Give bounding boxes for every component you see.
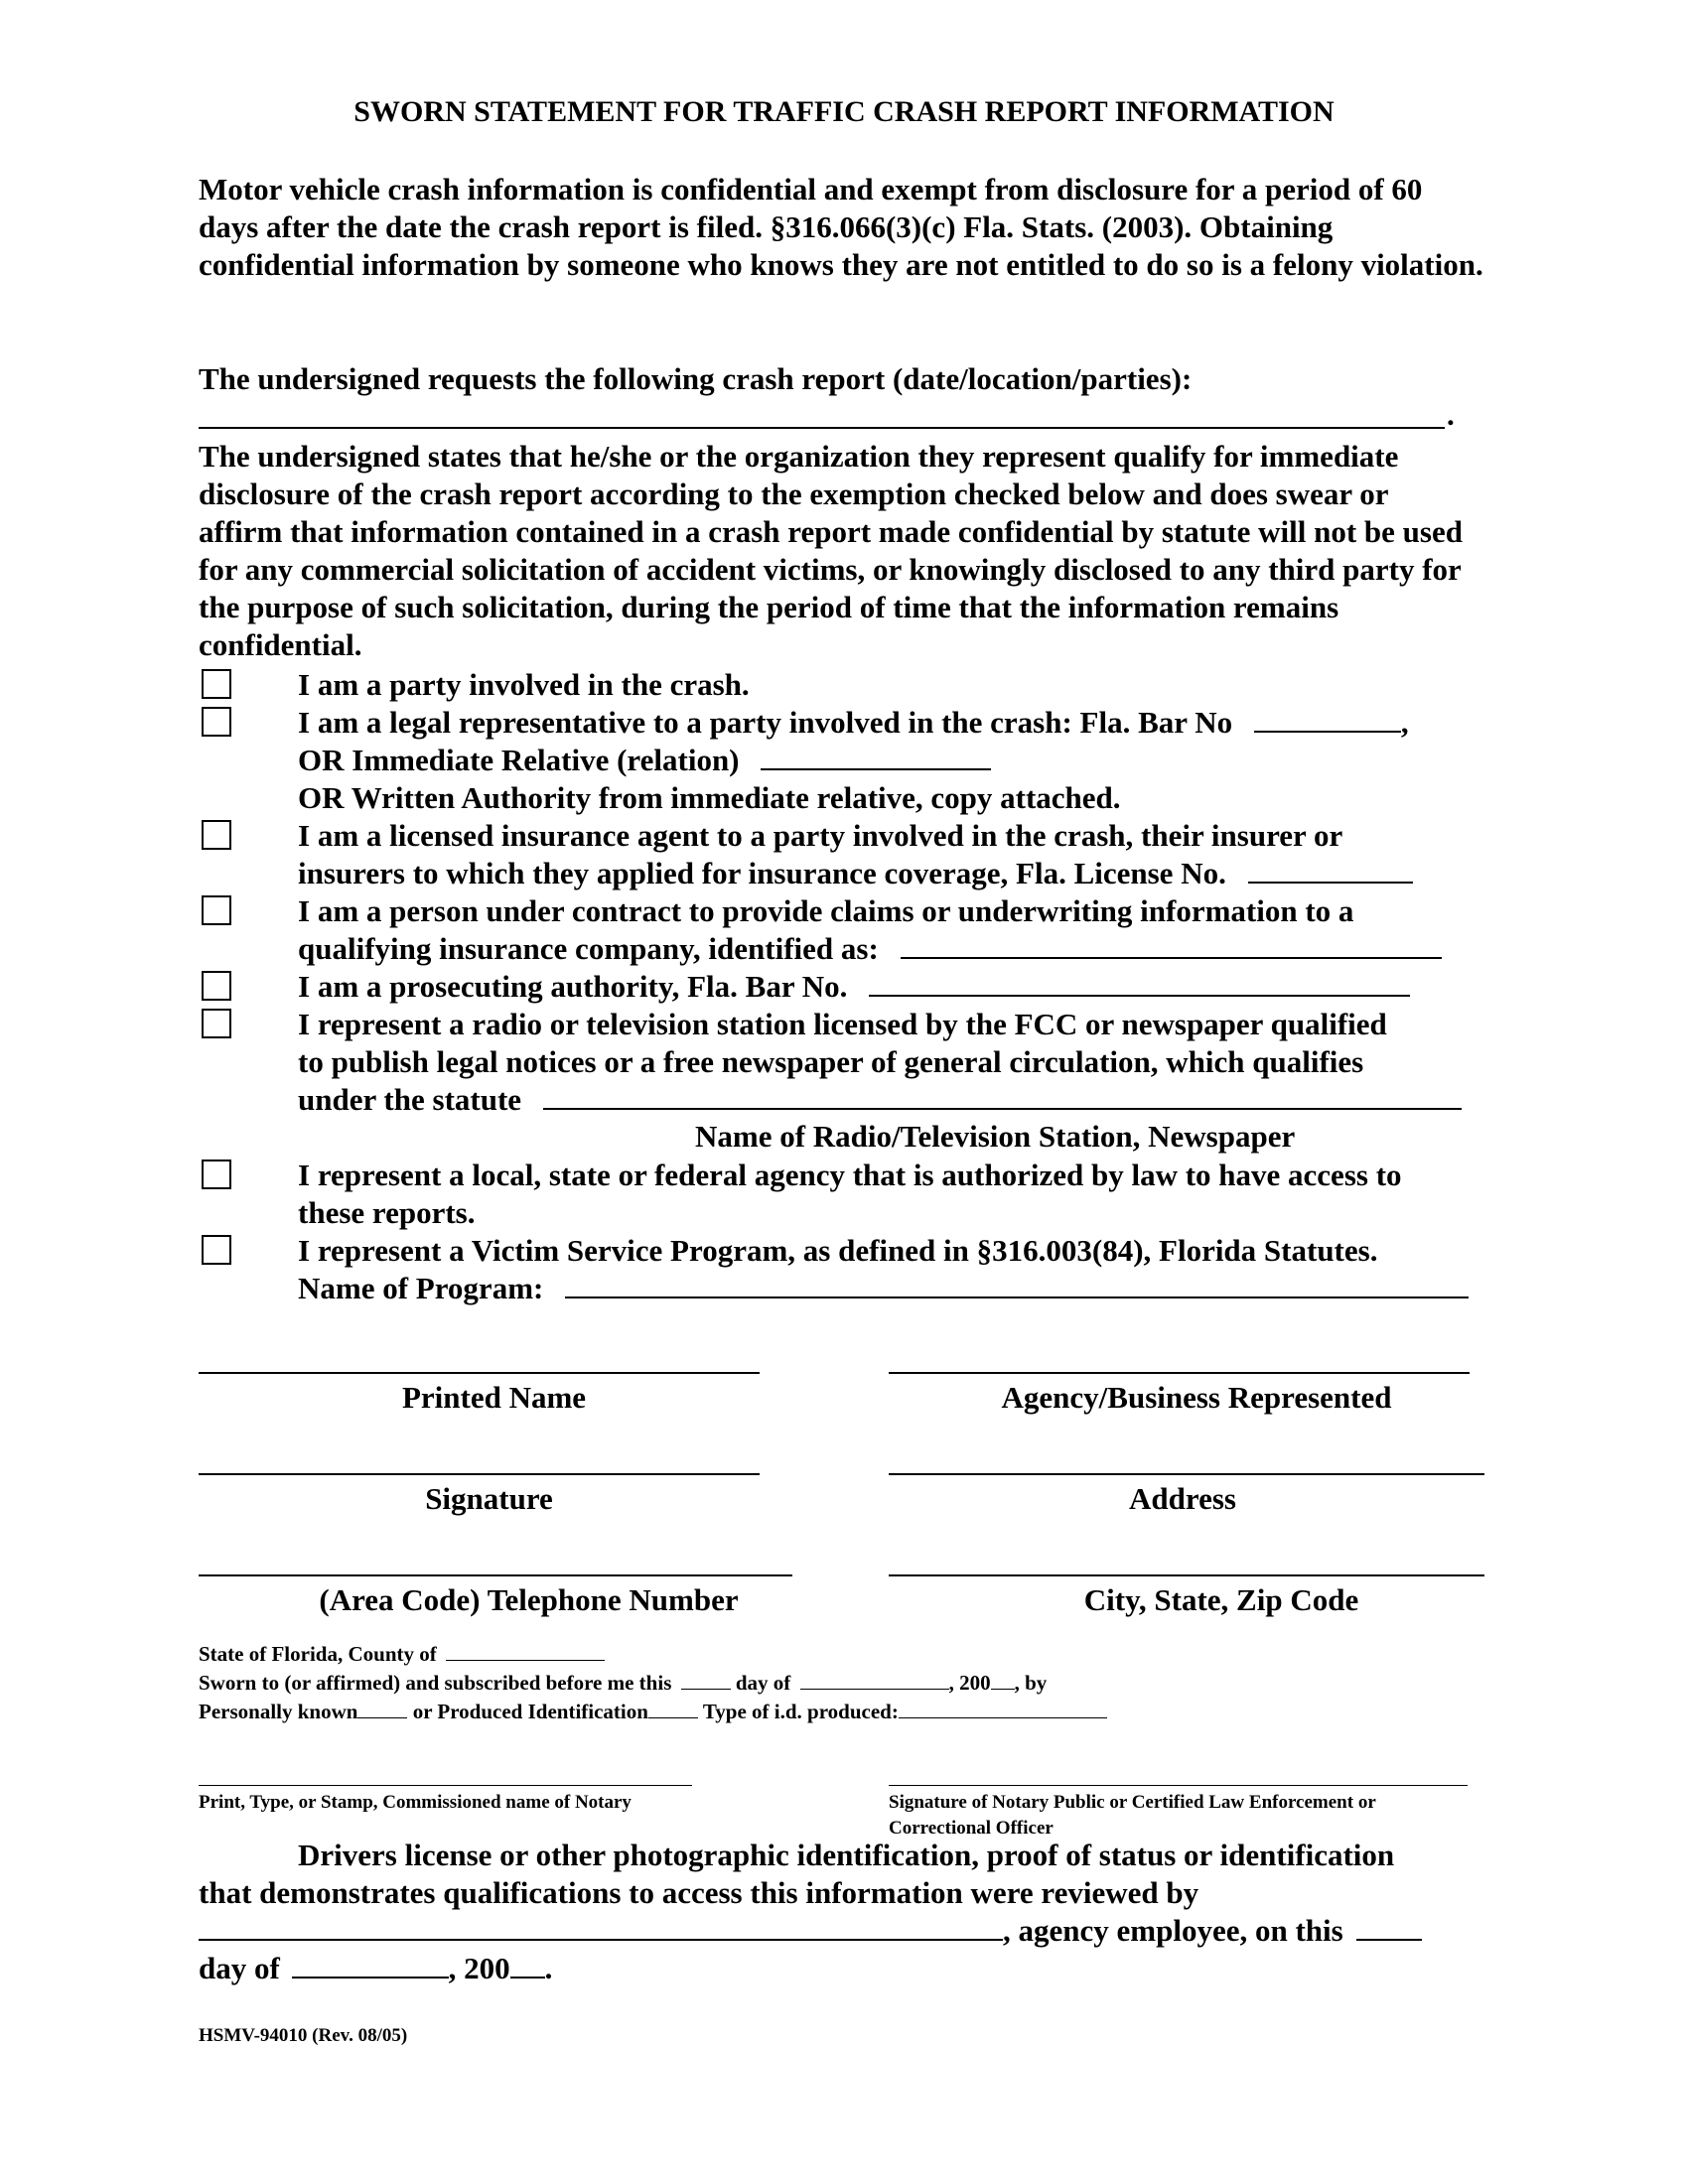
notary-state-text: State of Florida, County of (199, 1642, 437, 1666)
form-number: HSMV-94010 (Rev. 08/05) (199, 2025, 408, 2046)
signature-label: Signature (425, 1481, 553, 1516)
sworn-by-text: , by (1014, 1671, 1048, 1695)
option-agency-line2: these reports. (298, 1195, 476, 1230)
fla-bar-no-field[interactable] (1254, 707, 1401, 733)
option-legal-line1 (298, 704, 1409, 742)
prosecuting-bar-field[interactable] (869, 971, 1410, 997)
option-media-line1: I represent a radio or television station licensed by the FCC or newspaper qualified (298, 1007, 1387, 1041)
telephone-label: (Area Code) Telephone Number (319, 1582, 739, 1617)
checkbox-media[interactable] (202, 1009, 231, 1038)
notary-county-line (199, 1640, 605, 1669)
option-legal-line3: OR Written Authority from immediate relative, copy attached. (298, 780, 1121, 815)
sworn-year-prefix: , 200 (948, 1671, 991, 1695)
station-name-field[interactable] (543, 1084, 1462, 1110)
under-statute-text: under the statute (298, 1082, 522, 1117)
insurance-company-field[interactable] (901, 933, 1442, 959)
signature-line[interactable] (199, 1473, 760, 1475)
review-year-prefix: , 200 (448, 1951, 510, 1985)
legal-comma: , (1400, 705, 1409, 740)
option-insurance-line2 (298, 855, 1413, 892)
program-name-text: Name of Program: (298, 1271, 544, 1305)
review-line1: Drivers license or other photographic identification, proof of status or identification (298, 1838, 1395, 1872)
request-period: . (1447, 397, 1455, 432)
option-contract-line2 (298, 930, 1442, 968)
id-type-text: Type of i.d. produced: (702, 1700, 899, 1723)
sworn-day-of-text: day of (735, 1671, 791, 1695)
review-day-field[interactable] (1356, 1915, 1422, 1941)
option-victim-line2 (298, 1270, 1469, 1307)
review-period: . (544, 1951, 553, 1985)
option-contract-line1: I am a person under contract to provide claims or underwriting information to a (298, 893, 1354, 928)
agency-employee-text: , agency employee, on this (1003, 1913, 1343, 1948)
review-year-field[interactable] (510, 1953, 545, 1979)
request-input-line[interactable] (199, 427, 1445, 429)
relative-text: OR Immediate Relative (relation) (298, 743, 740, 777)
statement-paragraph: The undersigned states that he/she or the organization they represent qualify for immediate disclosure of the crash report according to the exemption checked below and does swear or affirm that information contained in a crash report made confidential by statute will not be used for any commercial solicitation of accident victims, or knowingly disclosed to any third party for the purpose of such solicitation, during the period of time that the information remains confidential. (199, 439, 1463, 662)
option-media-line3 (298, 1081, 1462, 1119)
checkbox-victim-service[interactable] (202, 1235, 231, 1265)
option-insurance-line1: I am a licensed insurance agent to a party involved in the crash, their insurer or (298, 818, 1343, 853)
checkbox-agency[interactable] (202, 1160, 231, 1189)
sworn-month-field[interactable] (800, 1671, 949, 1690)
program-name-field[interactable] (565, 1273, 1469, 1298)
city-line[interactable] (889, 1574, 1484, 1576)
sworn-year-field[interactable] (991, 1671, 1015, 1690)
relation-field[interactable] (761, 745, 991, 770)
agency-employee-field[interactable] (199, 1915, 1003, 1941)
checkbox-insurance-agent[interactable] (202, 820, 231, 850)
page-title: SWORN STATEMENT FOR TRAFFIC CRASH REPORT INFORMATION (353, 95, 1335, 128)
agency-label: Agency/Business Represented (1001, 1380, 1392, 1415)
printed-name-label: Printed Name (401, 1380, 587, 1415)
sworn-text: Sworn to (or affirmed) and subscribed before me this (199, 1671, 672, 1695)
option-media-line2: to publish legal notices or a free newspaper of general circulation, which qualifies (298, 1044, 1364, 1079)
option-prosecuting (298, 968, 1410, 1006)
personally-known-text: Personally known (199, 1700, 358, 1723)
sworn-day-field[interactable] (681, 1671, 731, 1690)
address-label: Address (1129, 1481, 1236, 1516)
notary-sworn-line (199, 1669, 1047, 1698)
address-line[interactable] (889, 1473, 1484, 1475)
option-party-text: I am a party involved in the crash. (298, 667, 750, 702)
contract-identified-text: qualifying insurance company, identified as: (298, 931, 879, 966)
option-victim-line1: I represent a Victim Service Program, as defined in §316.003(84), Florida Statutes. (298, 1233, 1378, 1268)
checkbox-contract[interactable] (202, 895, 231, 925)
request-label: The undersigned requests the following crash report (date/location/parties): (199, 361, 1193, 396)
review-line3 (199, 1913, 1422, 1949)
fla-license-field[interactable] (1248, 858, 1413, 884)
checkbox-legal-representative[interactable] (202, 707, 231, 737)
review-month-field[interactable] (292, 1953, 449, 1979)
notary-id-line (199, 1698, 1107, 1726)
personally-known-field[interactable] (357, 1700, 407, 1718)
checkbox-party[interactable] (202, 669, 231, 699)
review-line4 (199, 1951, 552, 1986)
review-day-of-text: day of (199, 1951, 280, 1985)
printed-name-line[interactable] (199, 1372, 760, 1374)
produced-id-text: or Produced Identification (412, 1700, 648, 1723)
option-agency-line1: I represent a local, state or federal agency that is authorized by law to have access to (298, 1158, 1402, 1192)
prosecuting-text: I am a prosecuting authority, Fla. Bar No. (298, 969, 848, 1004)
intro-paragraph: Motor vehicle crash information is confidential and exempt from disclosure for a period of 60 days after the date the crash report is filed. §316.066(3)(c) Fla. Stats. (2003). Obtaining confidential information by someone who knows they are not entitled to do so is a felony violation. (199, 172, 1483, 282)
notary-print-label: Print, Type, or Stamp, Commissioned name of Notary (199, 1792, 632, 1813)
notary-signature-line[interactable] (889, 1785, 1468, 1786)
agency-line[interactable] (889, 1372, 1470, 1374)
produced-id-field[interactable] (648, 1700, 698, 1718)
county-field[interactable] (446, 1642, 605, 1661)
city-label: City, State, Zip Code (1083, 1582, 1359, 1617)
option-legal-text: I am a legal representative to a party involved in the crash: Fla. Bar No (298, 705, 1233, 740)
review-line2: that demonstrates qualifications to access this information were reviewed by (199, 1875, 1199, 1910)
notary-print-line[interactable] (199, 1785, 692, 1786)
id-type-field[interactable] (899, 1700, 1107, 1718)
checkbox-prosecuting[interactable] (202, 971, 231, 1001)
telephone-line[interactable] (199, 1574, 792, 1576)
station-name-caption: Name of Radio/Television Station, Newspaper (695, 1119, 1296, 1154)
option-legal-line2 (298, 742, 991, 779)
insurance-license-text: insurers to which they applied for insurance coverage, Fla. License No. (298, 856, 1226, 890)
notary-signature-label: Signature of Notary Public or Certified Law Enforcement or Correctional Officer (889, 1792, 1376, 1839)
